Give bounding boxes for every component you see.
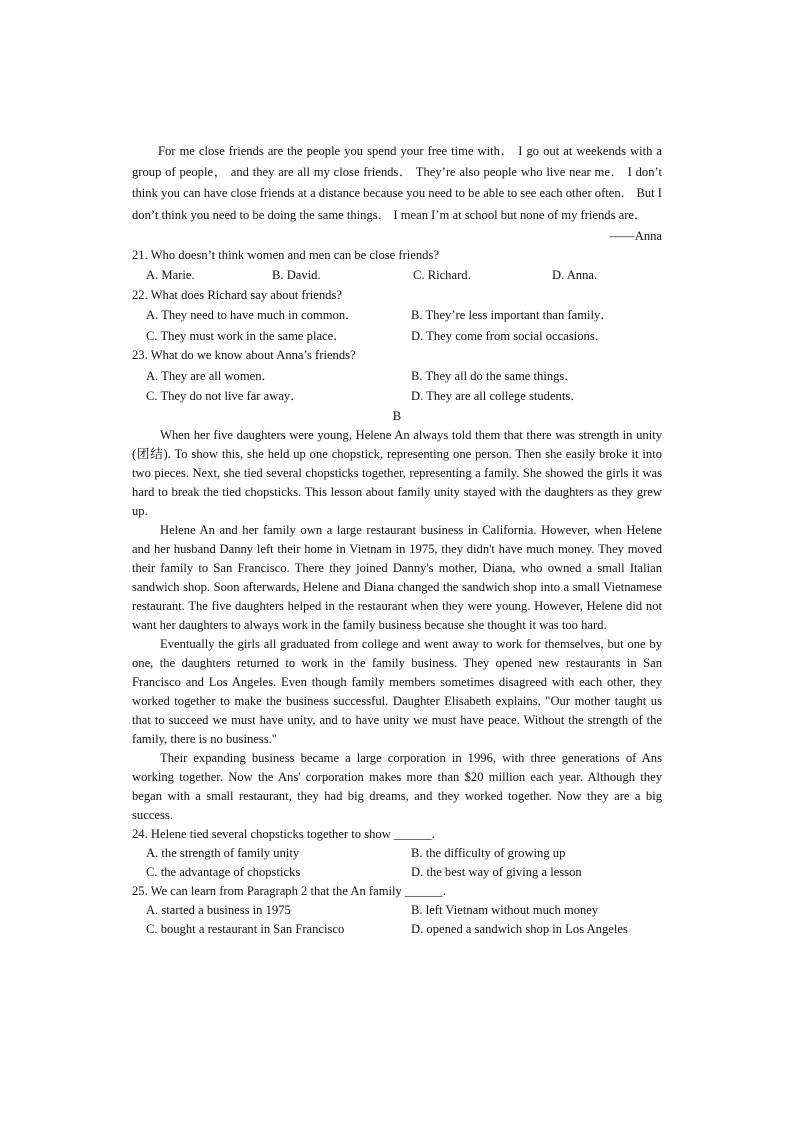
option-c: C. the advantage of chopsticks — [146, 864, 301, 879]
option-b: B. They all do the same things． — [411, 368, 577, 383]
option-c: C. They do not live far away． — [146, 389, 303, 404]
option-c: C. Richard. — [413, 268, 471, 283]
option-row — [132, 863, 662, 882]
option-row — [132, 901, 662, 920]
question-stem: 24. Helene tied several chopsticks together to show ______. — [132, 826, 435, 841]
passage-b-paragraph-4: Their expanding business became a large corporation in 1996, with three generations of Ans working together. Now the Ans' corporation makes more than $20 million each year. Although they began with a small restaurant, they had big dreams, and they worked together. Now they are a big success. — [132, 750, 662, 822]
option-row — [132, 386, 662, 406]
question-stem: 22. What does Richard say about friends? — [132, 287, 342, 302]
option-a: A. started a business in 1975 — [146, 902, 291, 917]
question-25 — [132, 882, 662, 939]
option-d: D. opened a sandwich shop in Los Angeles — [411, 921, 628, 936]
question-stem: 25. We can learn from Paragraph 2 that the An family ______. — [132, 883, 446, 898]
option-b: B. They’re less important than family． — [411, 308, 613, 323]
option-a: A. They need to have much in common． — [146, 308, 358, 323]
option-row — [132, 305, 662, 325]
exam-page — [132, 141, 662, 939]
question-22 — [132, 286, 662, 346]
option-d: D. the best way of giving a lesson — [411, 864, 582, 879]
passage-b-paragraph-1: When her five daughters were young, Helene An always told them that there was strength in unity (团结). To show this, she held up one chopstick, representing one person. Then she easily broke it into two pieces. Next, she tied several chopsticks together, representing a family. She showed the girls it was hard to break the tied chopsticks. This lesson about family unity stayed with the daughters as they grew up. — [132, 427, 662, 518]
option-d: D. They are all college students． — [411, 389, 583, 404]
section-heading: B — [392, 408, 402, 423]
option-c: C. They must work in the same place． — [146, 328, 346, 343]
passage-b-paragraph-2: Helene An and her family own a large restaurant business in California. However, when Helene and her husband Danny left their home in Vietnam in 1975, they didn't have much money. They moved their family to San Francisco. There they joined Danny's mother, Diana, who owned a small Italian sandwich shop. Soon afterwards, Helene and Diana changed the sandwich shop into a small Vietnamese restaurant. The five daughters helped in the restaurant when they were young. However, Helene did not want her daughters to always work in the family business because she thought it was too hard. — [132, 522, 662, 632]
option-b: B. David. — [272, 268, 321, 283]
option-row — [132, 920, 662, 939]
passage-a-paragraph: For me close friends are the people you spend your free time with． I go out at weekends with a group of people， and they are all my close friends． They’re also people who live near me． I don’t think you can have close friends at a distance because you need to be able to see each other often． But I don’t think you need to be doing the same things． I mean I’m at school but none of my friends are． — [132, 144, 662, 222]
option-row — [132, 844, 662, 863]
question-stem: 21. Who doesn’t think women and men can be close friends? — [132, 247, 439, 262]
option-a: A. Marie. — [146, 268, 195, 283]
question-stem: 23. What do we know about Anna’s friends? — [132, 348, 356, 363]
passage-a-signature: ——Anna — [609, 228, 662, 243]
option-d: D. They come from social occasions． — [411, 328, 608, 343]
passage-b-paragraph-3: Eventually the girls all graduated from college and went away to work for themselves, but one by one, the daughters returned to work in the family business. They opened new restaurants in San Francisco and Los Angeles. Even though family members sometimes disagreed with each other, they worked together to make the business successful. Daughter Elisabeth explains, "Our mother taught us that to succeed we must have unity, and to have unity we must have peace. Without the strength of the family, there is no business." — [132, 636, 662, 746]
option-c: C. bought a restaurant in San Francisco — [146, 921, 345, 936]
question-23 — [132, 346, 662, 406]
option-b: B. the difficulty of growing up — [411, 845, 566, 860]
option-row — [132, 265, 662, 285]
option-b: B. left Vietnam without much money — [411, 902, 599, 917]
option-d: D. Anna. — [552, 268, 598, 283]
question-24 — [132, 825, 662, 882]
option-a: A. the strength of family unity — [146, 845, 300, 860]
option-row — [132, 326, 662, 346]
option-a: A. They are all women． — [146, 368, 275, 383]
question-21 — [132, 246, 662, 286]
option-row — [132, 366, 662, 386]
